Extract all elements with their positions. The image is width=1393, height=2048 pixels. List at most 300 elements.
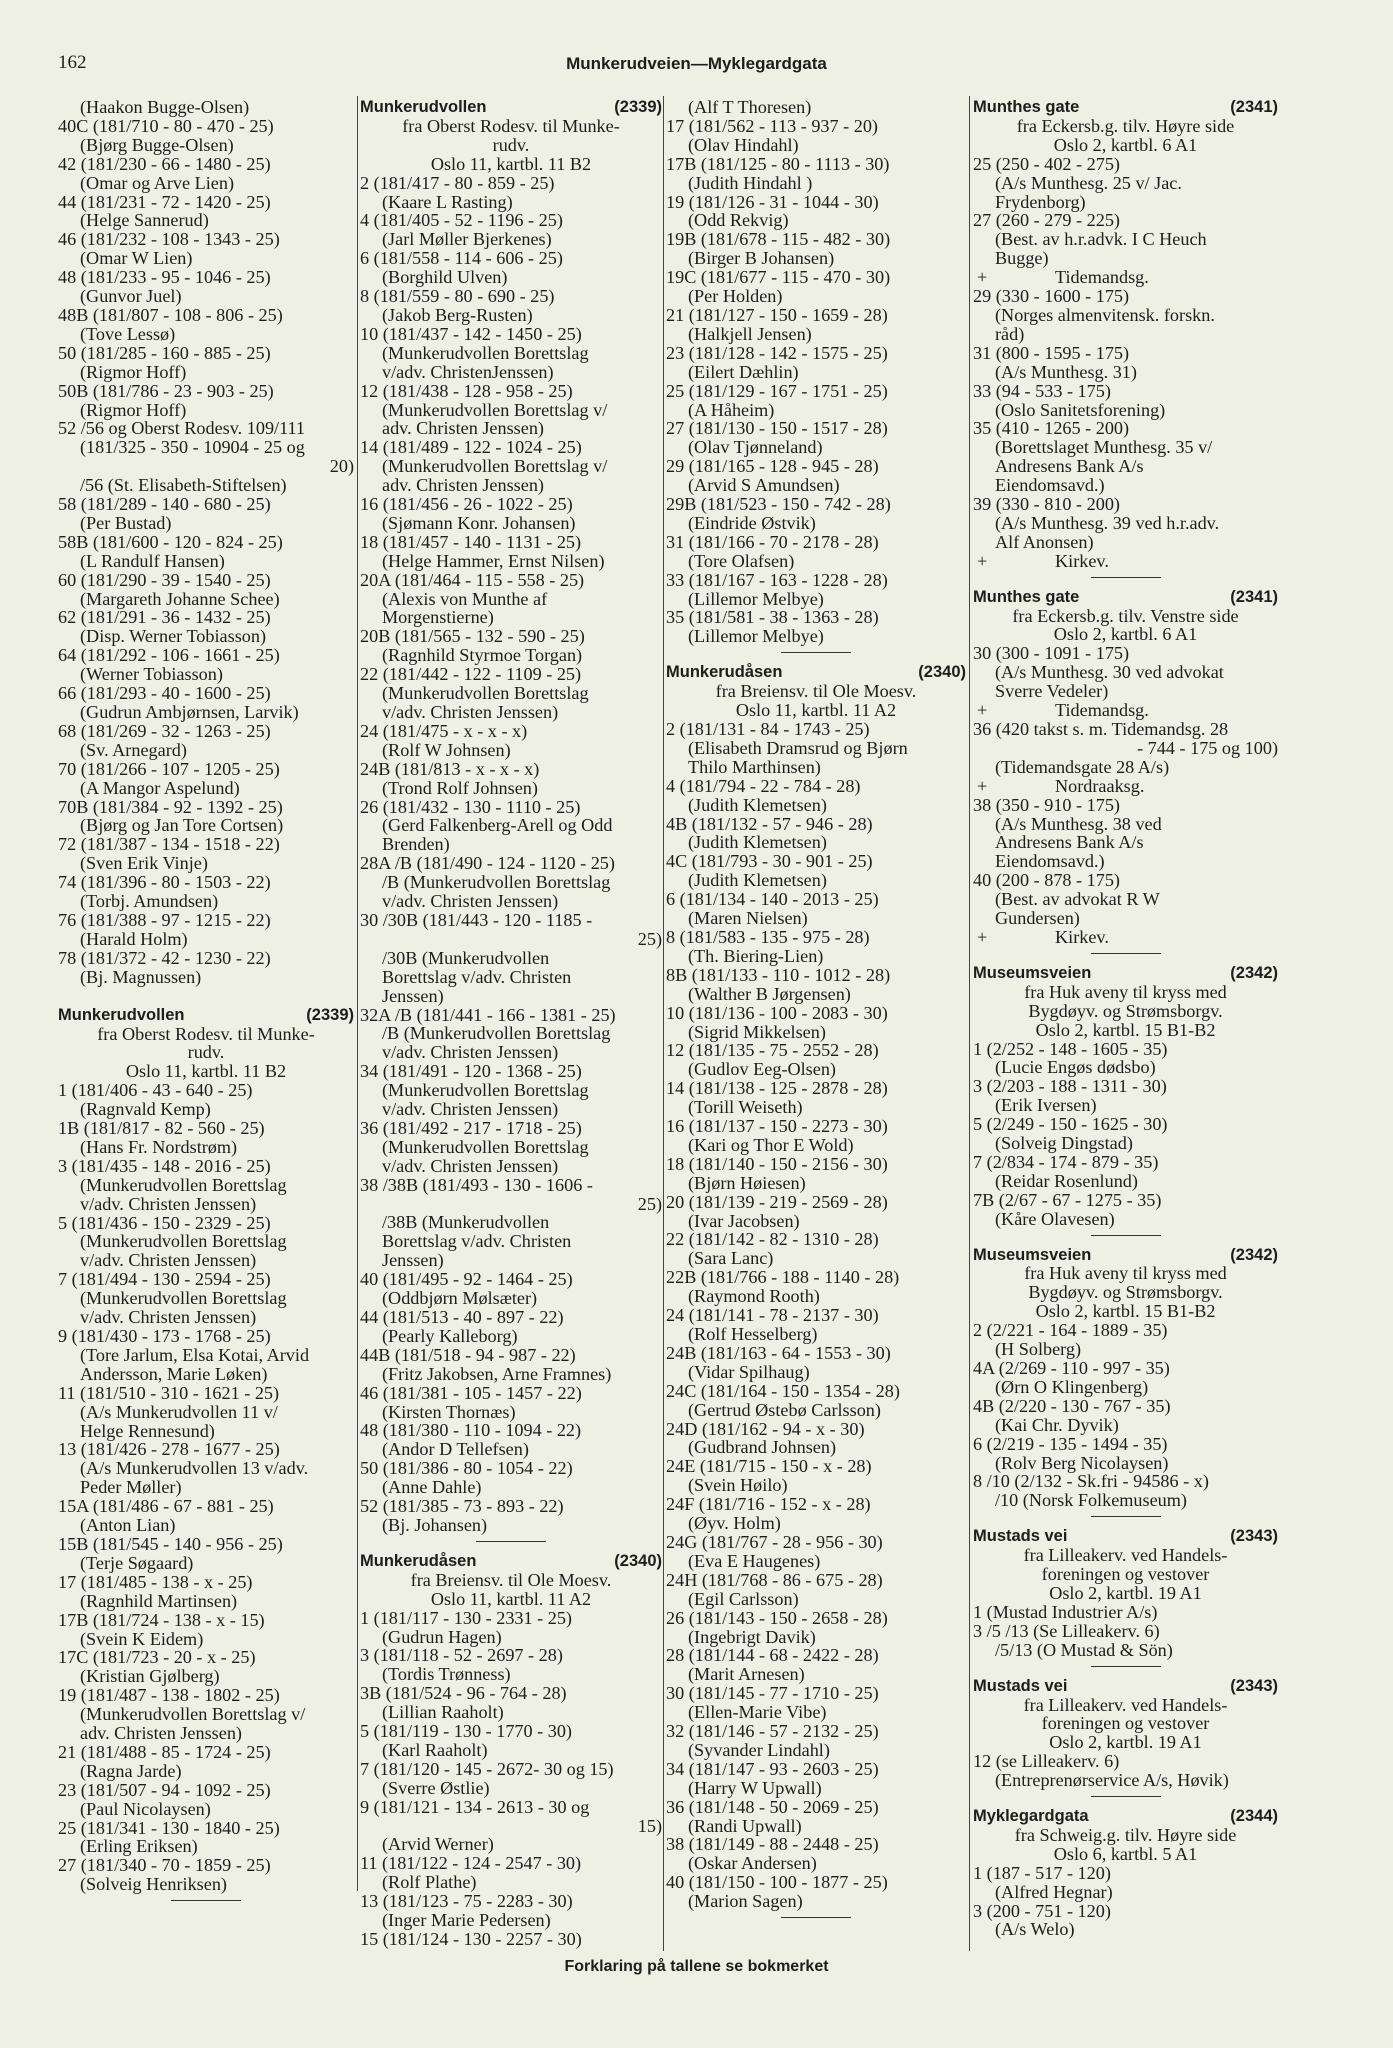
owner-line: (Gudrun Ambjørnsen, Larvik) [80,702,299,722]
owner-line: (Jarl Møller Bjerkenes) [382,229,552,250]
address-entry: 8 (181/583 - 135 - 975 - 28) [666,926,870,947]
owner-line: (Best. av advokat R W [995,889,1160,910]
address-entry: 29 (330 - 1600 - 175) [973,286,1130,307]
owner-line: (Disp. Werner Tobiasson) [80,626,267,647]
section-divider [1091,1796,1161,1797]
owner-line: Brenden) [382,834,450,855]
owner-line: (Ivar Jacobsen) [688,1210,800,1231]
address-entry: 24B (181/813 - x - x - x) [360,758,540,779]
owner-line: (Rigmor Hoff) [80,399,187,420]
owner-line: /B (Munkerudvollen Borettslag [382,1023,611,1044]
address-entry: 33 (94 - 533 - 175) [973,380,1111,401]
owner-line: (Ragnhild Martinsen) [80,1590,238,1611]
street-description: fra Lilleakerv. ved Handels- [1023,1694,1228,1715]
address-entry: 13 (181/123 - 75 - 2283 - 30) [360,1891,573,1912]
owner-line: (Erling Eriksen) [80,1836,198,1857]
address-entry: 50 (181/386 - 80 - 1054 - 22) [360,1458,573,1479]
address-entry: 20 (181/139 - 219 - 2569 - 28) [666,1191,888,1212]
owner-line: (Per Holden) [688,286,783,307]
street-description: fra Oberst Rodesv. til Munke- [402,115,620,136]
owner-line: (Gudrun Hagen) [382,1626,502,1647]
address-entry: 62 (181/291 - 36 - 1432 - 25) [58,607,271,628]
owner-line: (Arvid S Amundsen) [688,475,840,496]
owner-line: (Gudbrand Johnsen) [688,1437,836,1458]
address-entry: 24D (181/162 - 94 - x - 30) [666,1418,865,1439]
address-entry: 40 (181/150 - 100 - 1877 - 25) [666,1872,888,1893]
address-entry: 16 (181/456 - 26 - 1022 - 25) [360,494,573,515]
address-entry: 35 (410 - 1265 - 200) [973,418,1130,439]
address-entry: 30 (181/145 - 77 - 1710 - 25) [666,1683,879,1704]
owner-line: (Harry W Upwall) [688,1777,822,1798]
address-entry: 26 (181/143 - 150 - 2658 - 28) [666,1607,888,1628]
street-description: Oslo 2, kartbl. 19 A1 [1049,1582,1202,1603]
section-divider [1091,1666,1161,1667]
address-entry: 12 (181/438 - 128 - 958 - 25) [360,380,573,401]
owner-line: (Ragna Jarde) [80,1760,182,1781]
owner-line: (Rolf Hesselberg) [688,1324,818,1344]
owner-line: adv. Christen Jenssen) [382,475,544,496]
address-entry: 22 (181/442 - 122 - 1109 - 25) [360,664,582,685]
address-entry: 33 (181/167 - 163 - 1228 - 28) [666,569,888,590]
street-description: fra Breiensv. til Ole Moesv. [410,1569,612,1590]
address-entry: 11 (181/510 - 310 - 1621 - 25) [58,1382,280,1403]
address-entry: 3 (200 - 751 - 120) [973,1900,1111,1921]
owner-line: (Svein Høilo) [688,1475,788,1496]
section-divider [1091,1235,1161,1236]
owner-line: (Karl Raaholt) [382,1739,488,1760]
address-entry: 23 (181/128 - 142 - 1575 - 25) [666,342,888,363]
address-entry: 24H (181/768 - 86 - 675 - 28) [666,1569,883,1590]
owner-line: (Borghild Ulven) [382,267,508,288]
owner-line: (Torill Weiseth) [688,1097,803,1118]
column-1 [58,98,354,1911]
section-divider [1091,953,1161,954]
cross-mark: + [977,267,988,288]
address-entry: 40 (181/495 - 92 - 1464 - 25) [360,1269,573,1290]
street-heading [973,98,1278,117]
owner-line: (Lucie Engøs dødsbo) [995,1057,1156,1078]
cross-street-name: Nordraaksg. [1055,775,1145,796]
owner-line: (Munkerudvollen Borettslag [382,1136,589,1157]
address-entry: 19 (181/126 - 31 - 1044 - 30) [666,191,879,212]
address-entry: 8 (181/559 - 80 - 690 - 25) [360,286,555,307]
owner-line: Borettslag v/adv. Christen [382,966,572,987]
owner-line: (Olav Hindahl) [688,134,799,155]
owner-line: Frydenborg) [995,191,1086,212]
address-entry: 10 (181/136 - 100 - 2083 - 30) [666,1002,888,1023]
address-entry: 74 (181/396 - 80 - 1503 - 22) [58,872,271,893]
footer-note: Forklaring på tallene se bokmerket [564,1958,829,1975]
owner-line: (Anton Lian) [80,1515,176,1536]
owner-line: (A/s Munthesg. 25 v/ Jac. [995,172,1182,193]
owner-line: v/adv. Christen Jenssen) [382,1155,559,1176]
address-entry: 22B (181/766 - 188 - 1140 - 28) [666,1267,900,1288]
address-entry: 12 (se Lilleakerv. 6) [973,1751,1120,1772]
address-entry: 25 (250 - 402 - 275) [973,153,1120,174]
owner-line: (Vidar Spilhaug) [688,1361,810,1382]
street-description: fra Eckersb.g. tilv. Venstre side [1012,605,1239,626]
address-entry: 4 (181/405 - 52 - 1196 - 25) [360,210,563,231]
street-code: (2341) [1230,98,1278,116]
owner-line: (A/s Munkerudvollen 11 v/ [80,1401,278,1422]
address-entry: 14 (181/489 - 122 - 1024 - 25) [360,437,582,458]
address-entry: 32 (181/146 - 57 - 2132 - 25) [666,1721,879,1742]
owner-line: (Helge Hammer, Ernst Nilsen) [382,550,605,571]
address-entry: 2 (181/417 - 80 - 859 - 25) [360,172,555,193]
owner-line: (Randi Upwall) [688,1815,802,1836]
address-entry: 31 (800 - 1595 - 175) [973,342,1130,363]
owner-line: (Svein K Eidem) [80,1628,204,1649]
owner-line: (Bj. Magnussen) [80,966,202,987]
owner-line: Sverre Vedeler) [995,681,1109,702]
address-entry: 14 (181/138 - 125 - 2878 - 28) [666,1078,888,1099]
address-entry: 42 (181/230 - 66 - 1480 - 25) [58,153,271,174]
owner-line: (Trond Rolf Johnsen) [382,777,538,798]
address-entry: 9 (181/121 - 134 - 2613 - 30 og [360,1796,590,1817]
owner-line: (Entreprenørservice A/s, Høvik) [995,1770,1229,1791]
owner-line: (Ragnvald Kemp) [80,1099,211,1120]
owner-line: (Haakon Bugge-Olsen) [80,97,250,117]
section-divider [781,1917,851,1918]
address-entry: 27 (181/130 - 150 - 1517 - 28) [666,418,888,439]
address-entry: 7B (2/67 - 67 - 1275 - 35) [973,1189,1162,1210]
address-entry: 19 (181/487 - 138 - 1802 - 25) [58,1685,280,1706]
section-divider [1091,577,1161,578]
owner-line: (Fritz Jakobsen, Arne Framnes) [382,1363,612,1384]
street-description: Oslo 2, kartbl. 15 B1-B2 [1035,1019,1216,1040]
owner-line: (Gertrud Østebø Carlsson) [688,1399,881,1420]
owner-line: (A/s Munthesg. 39 ved h.r.adv. [995,512,1220,533]
owner-line: (Tove Lessø) [80,323,176,344]
owner-line: (Syvander Lindahl) [688,1739,830,1760]
owner-line: (Eilert Dæhlin) [688,361,799,382]
street-name: Munkerudåsen [666,663,783,682]
owner-line: (Werner Tobiasson) [80,664,223,685]
street-description: foreningen og vestover [1041,1564,1210,1585]
address-entry: 50B (181/786 - 23 - 903 - 25) [58,380,274,401]
street-heading [973,1246,1278,1265]
address-entry: 2 (2/221 - 164 - 1889 - 35) [973,1320,1168,1341]
owner-line: (Hans Fr. Nordstrøm) [80,1136,238,1157]
owner-line: Eiendomsavd.) [995,475,1105,496]
address-entry: 19C (181/677 - 115 - 470 - 30) [666,267,891,288]
owner-line: (A/s Munkerudvollen 13 v/adv. [80,1458,309,1479]
address-entry: 17B (181/724 - 138 - x - 15) [58,1609,265,1630]
owner-line: Andresens Bank A/s [995,456,1144,477]
cross-street-name: Kirkev. [1055,926,1109,947]
owner-line: Gundersen) [995,908,1080,929]
column-3 [666,98,966,1928]
street-description: fra Huk aveny til kryss med [1024,981,1227,1002]
address-entry: 3 (2/203 - 188 - 1311 - 30) [973,1076,1167,1097]
address-entry: 27 (260 - 279 - 225) [973,210,1120,231]
street-heading [360,98,662,117]
address-entry: 31 (181/166 - 70 - 2178 - 28) [666,531,879,552]
address-entry: 34 (181/491 - 120 - 1368 - 25) [360,1061,582,1082]
address-entry: 24E (181/715 - 150 - x - 28) [666,1456,872,1477]
owner-line: (A Mangor Aspelund) [80,777,240,798]
owner-line: (Judith Klemetsen) [688,794,827,815]
address-entry: 18 (181/140 - 150 - 2156 - 30) [666,1153,888,1174]
address-entry: 1 (181/406 - 43 - 640 - 25) [58,1080,253,1101]
address-entry: 17 (181/485 - 138 - x - 25) [58,1571,253,1592]
section-divider [476,1541,546,1542]
continuation-line: 25) [637,928,662,949]
address-entry: 18 (181/457 - 140 - 1131 - 25) [360,531,582,552]
address-entry: 58B (181/600 - 120 - 824 - 25) [58,531,283,552]
owner-line: (Munkerudvollen Borettslag [80,1231,287,1252]
address-entry: 60 (181/290 - 39 - 1540 - 25) [58,569,271,590]
address-entry: 5 (181/436 - 150 - 2329 - 25) [58,1212,271,1233]
address-entry: 27 (181/340 - 70 - 1859 - 25) [58,1855,271,1876]
address-entry: 64 (181/292 - 106 - 1661 - 25) [58,645,280,666]
owner-line: (Munkerudvollen Borettslag [382,342,589,363]
owner-line: (Halkjell Jensen) [688,323,812,344]
owner-line: (Judith Klemetsen) [688,832,827,853]
street-description: Oslo 2, kartbl. 6 A1 [1053,624,1198,645]
address-entry: 1 (Mustad Industrier A/s) [973,1601,1158,1622]
section-divider [781,652,851,653]
owner-line: v/adv. Christen Jenssen) [80,1193,257,1214]
section-divider [171,1900,241,1901]
owner-line: (Munkerudvollen Borettslag v/ [80,1704,306,1725]
address-entry: 78 (181/372 - 42 - 1230 - 22) [58,947,271,968]
owner-line: (Alfred Hegnar) [995,1881,1113,1902]
address-entry: 15A (181/486 - 67 - 881 - 25) [58,1496,274,1517]
address-entry: 70B (181/384 - 92 - 1392 - 25) [58,796,283,817]
street-name: Museumsveien [973,963,1092,982]
owner-line: (Margareth Johanne Schee) [80,588,280,609]
owner-line: v/adv. Christen Jenssen) [382,891,559,912]
owner-line: (Ellen-Marie Vibe) [688,1702,827,1723]
owner-line: (Oslo Sanitetsforening) [995,399,1166,420]
address-entry: 3B (181/524 - 96 - 764 - 28) [360,1683,567,1704]
address-entry: 76 (181/388 - 97 - 1215 - 22) [58,909,271,930]
cross-street [973,928,1278,947]
address-entry: 21 (181/488 - 85 - 1724 - 25) [58,1741,271,1762]
owner-line: (Eindride Østvik) [688,512,816,533]
owner-line: Peder Møller) [80,1477,182,1498]
owner-line: Borettslag v/adv. Christen [382,1231,572,1252]
column-rule [663,96,664,1951]
owner-line: (Terje Søgaard) [80,1552,194,1573]
owner-line: (Kristian Gjølberg) [80,1666,220,1687]
address-entry: 4C (181/793 - 30 - 901 - 25) [666,851,873,872]
owner-line: (Anne Dahle) [382,1477,482,1498]
owner-line: (Kari og Thor E Wold) [688,1134,854,1155]
street-name: Munthes gate [973,98,1080,116]
address-entry: 13 (181/426 - 278 - 1677 - 25) [58,1439,280,1460]
address-entry: 8B (181/133 - 110 - 1012 - 28) [666,964,891,985]
street-heading [973,1527,1278,1546]
street-description: rudv. [187,1042,225,1063]
street-code: (2340) [614,1551,662,1570]
cross-street [973,268,1278,287]
owner-line: adv. Christen Jenssen) [382,418,544,439]
street-code: (2341) [1230,587,1278,606]
page-heading: Munkerudveien—Myklegardgata [566,54,827,73]
owner-line: (Alexis von Munthe af [382,588,548,609]
address-entry: 24F (181/716 - 152 - x - 28) [666,1494,871,1515]
address-entry: 52 (181/385 - 73 - 893 - 22) [360,1496,564,1517]
street-description: fra Lilleakerv. ved Handels- [1023,1545,1228,1566]
street-description: Bygdøyv. og Strømsborgv. [1028,1000,1223,1021]
street-name: Munkerudvollen [58,1005,185,1024]
owner-line: (Oskar Andersen) [688,1853,817,1874]
street-description: Bygdøyv. og Strømsborgv. [1028,1282,1223,1303]
address-entry: 15 (181/124 - 130 - 2257 - 30) [360,1929,582,1949]
owner-line: (A/s Munthesg. 30 ved advokat [995,662,1224,683]
street-heading [973,1677,1278,1696]
address-entry: 16 (181/137 - 150 - 2273 - 30) [666,1116,888,1137]
owner-line: v/adv. Christen Jenssen) [382,1042,559,1063]
street-description: fra Schweig.g. tilv. Høyre side [1014,1824,1237,1845]
address-entry: 39 (330 - 810 - 200) [973,494,1120,515]
owner-line: Helge Rennesund) [80,1420,215,1441]
address-entry: 4 (181/794 - 22 - 784 - 28) [666,775,861,796]
owner-line: (Harald Holm) [80,928,188,949]
address-entry: 29 (181/165 - 128 - 945 - 28) [666,456,879,477]
owner-line: (Sara Lanc) [688,1248,774,1269]
owner-line: (Tore Olafsen) [688,550,795,571]
address-entry: 6 (181/134 - 140 - 2013 - 25) [666,889,879,910]
owner-line: (Reidar Rosenlund) [995,1170,1138,1191]
street-name: Museumsveien [973,1245,1092,1264]
address-entry: 22 (181/142 - 82 - 1310 - 28) [666,1229,879,1250]
address-entry: 72 (181/387 - 134 - 1518 - 22) [58,834,280,855]
street-name: Munthes gate [973,587,1080,606]
address-entry: 3 (181/435 - 148 - 2016 - 25) [58,1155,271,1176]
street-description: Oslo 6, kartbl. 5 A1 [1053,1843,1198,1864]
street-description: Oslo 2, kartbl. 19 A1 [1049,1732,1202,1753]
owner-line: (Arvid Werner) [382,1834,494,1855]
owner-line: (Sven Erik Vinje) [80,853,208,874]
owner-line: (Bjørn Høiesen) [688,1172,806,1193]
address-entry: 34 (181/147 - 93 - 2603 - 25) [666,1758,879,1779]
address-entry: 24B (181/163 - 64 - 1553 - 30) [666,1342,891,1363]
owner-line: (Sjømann Konr. Johansen) [382,512,576,533]
owner-line: (Munkerudvollen Borettslag v/ [382,456,608,477]
owner-line: (Munkerudvollen Borettslag [80,1288,287,1309]
owner-line: (Rolf W Johnsen) [382,739,511,760]
address-entry: 25 (181/341 - 130 - 1840 - 25) [58,1817,280,1838]
owner-line: (Tore Jarlum, Elsa Kotai, Arvid [80,1344,310,1365]
address-entry: 24 (181/141 - 78 - 2137 - 30) [666,1305,879,1326]
street-name: Munkerudvollen [360,98,487,116]
street-code: (2342) [1230,1245,1278,1264]
address-entry: 17C (181/723 - 20 - x - 25) [58,1647,256,1668]
address-entry: 5 (2/249 - 150 - 1625 - 30) [973,1114,1168,1135]
owner-line: (181/325 - 350 - 10904 - 25 og [80,437,305,458]
address-entry: 38 (350 - 910 - 175) [973,794,1120,815]
address-entry: 9 (181/430 - 173 - 1768 - 25) [58,1326,271,1346]
owner-line: (Pearly Kalleborg) [382,1325,518,1346]
continuation-line: - 744 - 175 og 100) [1137,737,1278,758]
address-entry: 38 /38B (181/493 - 130 - 1606 - [360,1174,593,1195]
street-description: fra Eckersb.g. tilv. Høyre side [1016,115,1235,136]
address-entry: 10 (181/437 - 142 - 1450 - 25) [360,323,582,344]
owner-line: (Kirsten Thornæs) [382,1401,516,1422]
address-entry: 7 (181/120 - 145 - 2672- 30 og 15) [360,1758,614,1779]
owner-line: (Bj. Johansen) [382,1514,488,1535]
owner-line: (Rigmor Hoff) [80,361,187,382]
owner-line: adv. Christen Jenssen) [80,1723,242,1744]
address-entry: 30 /30B (181/443 - 120 - 1185 - [360,909,593,930]
section-divider [1091,1516,1161,1517]
address-entry: 15B (181/545 - 140 - 956 - 25) [58,1533,283,1554]
address-entry: 38 (181/149 - 88 - 2448 - 25) [666,1834,879,1855]
page-number: 162 [58,52,87,73]
street-heading [973,588,1278,607]
street-code: (2342) [1230,963,1278,982]
owner-line: (Munkerudvollen Borettslag v/ [382,399,608,420]
owner-line: (Gudlov Eeg-Olsen) [688,1059,836,1080]
street-name: Mustads vei [973,1527,1068,1546]
owner-line: (Munkerudvollen Borettslag [80,1174,287,1195]
owner-line: Alf Anonsen) [995,531,1094,552]
cross-street-name: Tidemandsg. [1055,700,1149,721]
owner-line: (Odd Rekvig) [688,210,789,231]
owner-line: (Kåre Olavesen) [995,1208,1115,1229]
address-entry: 48 (181/233 - 95 - 1046 - 25) [58,267,271,288]
owner-line: (Birger B Johansen) [688,248,835,269]
address-entry: 28 (181/144 - 68 - 2422 - 28) [666,1645,879,1666]
address-entry: 17B (181/125 - 80 - 1113 - 30) [666,153,890,174]
owner-line: (Ørn O Klingenberg) [995,1376,1149,1397]
owner-line: Eiendomsavd.) [995,851,1105,872]
street-heading [58,1006,354,1025]
owner-line: (Munkerudvollen Borettslag [382,1080,589,1101]
street-name: Mustads vei [973,1676,1068,1695]
address-entry: 19B (181/678 - 115 - 482 - 30) [666,229,891,250]
address-entry: 17 (181/562 - 113 - 937 - 20) [666,115,878,136]
continuation-line: 15) [637,1815,662,1836]
address-entry: 66 (181/293 - 40 - 1600 - 25) [58,683,271,704]
address-entry: 48B (181/807 - 108 - 806 - 25) [58,304,283,325]
street-code: (2343) [1230,1676,1278,1695]
owner-line: (Rolf Plathe) [382,1872,477,1893]
owner-line: (Bjørg og Jan Tore Cortsen) [80,815,284,836]
owner-line: (Øyv. Holm) [688,1513,781,1534]
owner-line: /10 (Norsk Folkemuseum) [995,1490,1187,1511]
owner-line: (L Randulf Hansen) [80,550,225,571]
owner-line: v/adv. Christen Jenssen) [382,1099,559,1120]
street-code: (2344) [1230,1807,1278,1826]
address-entry: 4B (2/220 - 130 - 767 - 35) [973,1395,1171,1416]
owner-line: (Judith Hindahl ) [688,172,813,193]
address-entry: 48 (181/380 - 110 - 1094 - 22) [360,1420,582,1441]
owner-line: Bugge) [995,248,1049,269]
address-entry: 1 (187 - 517 - 120) [973,1862,1111,1883]
owner-line: (Eva E Haugenes) [688,1550,821,1571]
cross-mark: + [977,775,988,796]
owner-line: (Tidemandsgate 28 A/s) [995,756,1170,777]
street-description: Oslo 11, kartbl. 11 A2 [735,700,897,721]
owner-line: (Walther B Jørgensen) [688,983,851,1004]
street-code: (2340) [918,663,966,682]
owner-line: (Norges almenvitensk. forskn. [995,304,1215,325]
owner-line: /B (Munkerudvollen Borettslag [382,872,611,893]
owner-line: v/adv. Christen Jenssen) [382,702,559,722]
address-entry: 35 (181/581 - 38 - 1363 - 28) [666,607,879,628]
owner-line: Morgenstierne) [382,607,494,628]
street-description: Oslo 11, kartbl. 11 A2 [430,1588,592,1609]
owner-line: (A Håheim) [688,399,775,420]
address-entry: 70 (181/266 - 107 - 1205 - 25) [58,758,280,779]
address-entry: 52 /56 og Oberst Rodesv. 109/111 [58,418,306,439]
owner-line: (A/s Munthesg. 38 ved [995,813,1162,834]
owner-line: (Marit Arnesen) [688,1664,805,1685]
